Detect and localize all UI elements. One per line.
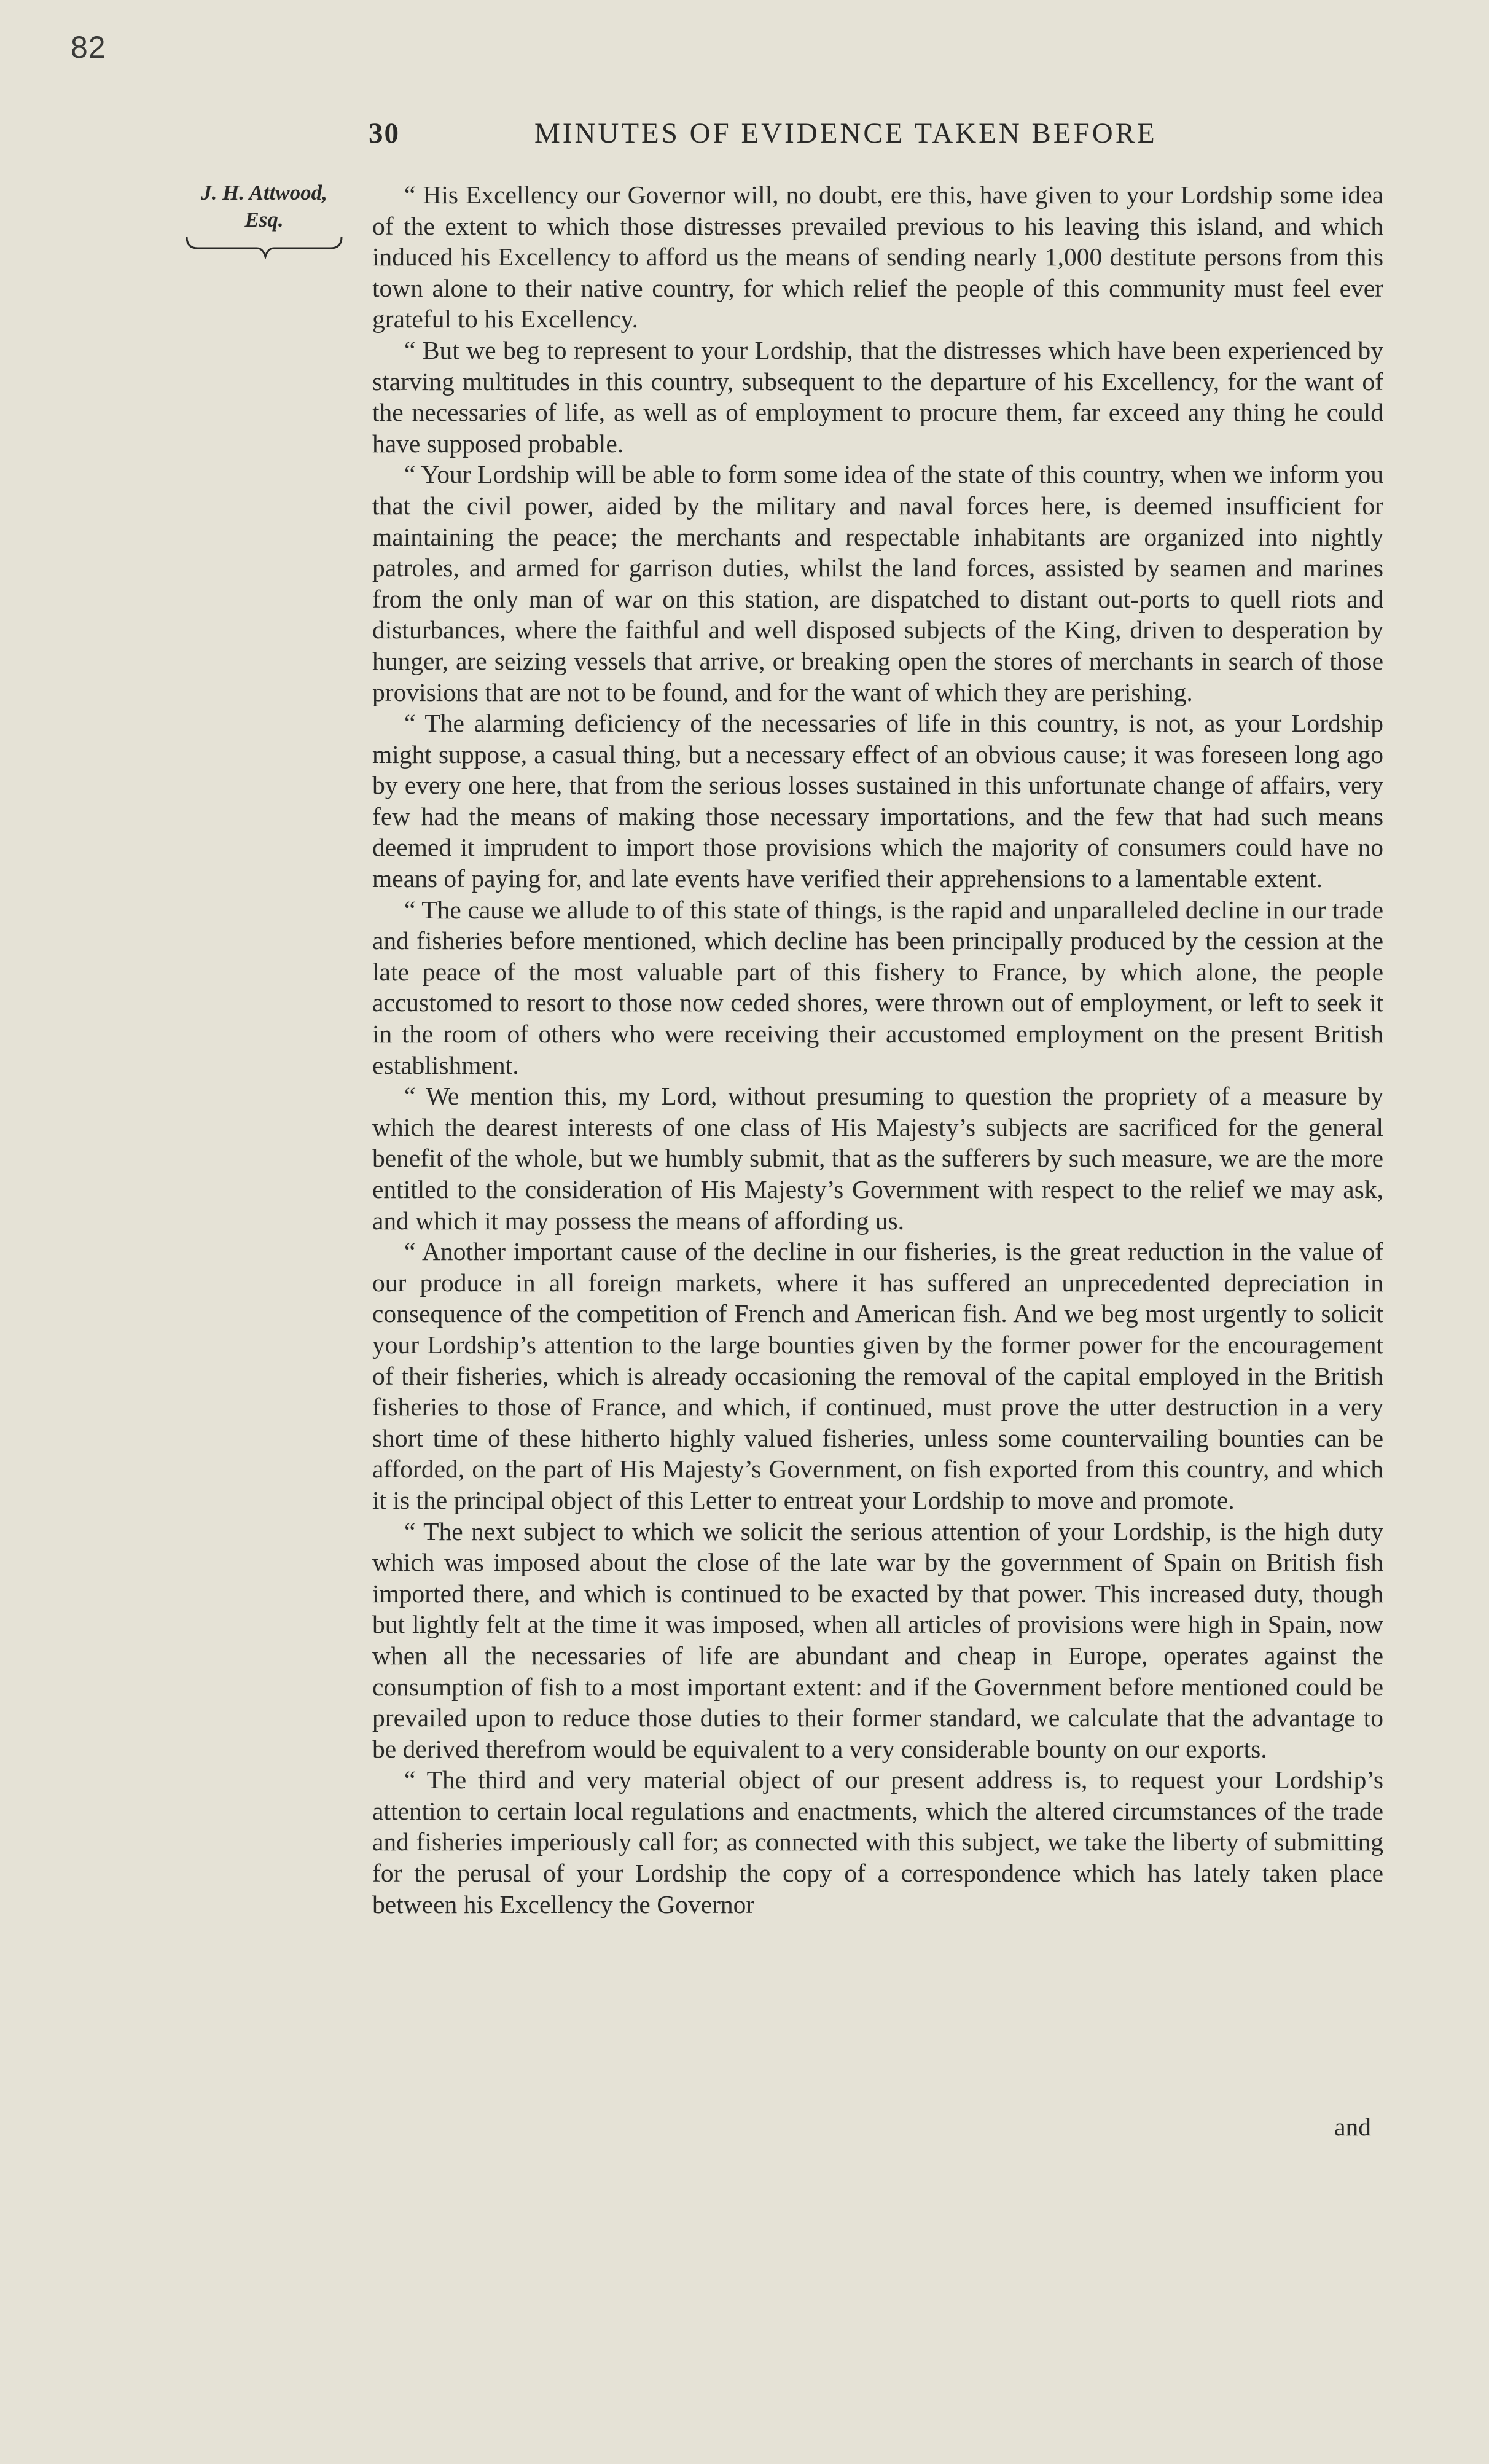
witness-name: J. H. Attwood, xyxy=(201,181,327,205)
header-title: MINUTES OF EVIDENCE TAKEN BEFORE xyxy=(534,117,1157,149)
catchword: and xyxy=(1334,2113,1371,2141)
brace-mark-icon xyxy=(184,235,344,259)
running-header xyxy=(369,117,1253,154)
witness-sidenote xyxy=(184,179,344,266)
letter-body xyxy=(372,179,1383,1920)
paragraph: “ We mention this, my Lord, without presuming to question the propriety of a measure by which the dearest interests of one class of His Majesty’s subjects are sacrificed for the general benefit of the whole, but we humbly submit, that as the sufferers by such measure, we are the more entitled to the consideration of His Majesty’s Government with respect to the relief we may ask, and which it may possess the means of affording us. xyxy=(372,1082,1383,1235)
witness-suffix: Esq. xyxy=(244,208,284,232)
paragraph: “ Your Lordship will be able to form some idea of the state of this country, when we inform you that the civil power, aided by the military and naval forces here, is deemed insufficient for maintaining the peace; the merchants and respectable inhabitants are organized into nightly patroles, and armed for garrison duties, whilst the land forces, assisted by seamen and marines from the only man of war on this station, are dispatched to distant out-ports to quell riots and disturbances, where the faithful and well disposed subjects of the King, driven to desperation by hunger, are seizing vessels that arrive, or breaking open the stores of merchants in search of those provisions that are not to be found, and for the want of which they are perishing. xyxy=(372,460,1383,706)
paragraph: “ The third and very material object of our present address is, to request your Lordship’s attention to certain local regulations and enactments, which the altered circumstances of the trade and fisheries imperiously call for; as connected with this subject, we take the liberty of submitting for the perusal of your Lordship the copy of a correspondence which has lately taken place between his Excellency the Governor xyxy=(372,1766,1383,1918)
paragraph: “ But we beg to represent to your Lordship, that the distresses which have been experienced by starving multitudes in this country, subsequent to the departure of his Excellency, for the want of the necessaries of life, as well as of employment to procure them, far exceed any thing he could have supposed probable. xyxy=(372,335,1383,458)
paragraph: “ The cause we allude to of this state of things, is the rapid and unparalleled decline in our trade and fisheries before mentioned, which decline has been principally produced by the cession at the late peace of the most valuable part of this fishery to France, by which alone, the people accustomed to resort to those now ceded shores, were thrown out of employment, or left to seek it in the room of others who were receiving their accustomed employment on the present British establishment. xyxy=(372,895,1383,1079)
paragraph: “ Another important cause of the decline in our fisheries, is the great reduction in the value of our produce in all foreign markets, where it has suffered an unprecedented depreciation in consequence of the competition of French and American fish. And we beg most urgently to solicit your Lordship’s attention to the large bounties given by the former power for the encouragement of their fisheries, which is already occasioning the removal of the capital employed in the British fisheries to those of France, and which, if continued, must prove the utter destruction in a very short time of these hitherto highly valued fisheries, unless some countervailing bounties can be afforded, on the part of His Majesty’s Government, on fish exported from this country, and which it is the principal object of this Letter to entreat your Lordship to move and promote. xyxy=(372,1237,1383,1514)
paragraph: “ The alarming deficiency of the necessaries of life in this country, is not, as your Lordship might suppose, a casual thing, but a necessary effect of an obvious cause; it was foreseen long ago by every one here, that from the serious losses sustained in this unfortunate change of affairs, very few had the means of making those necessary importations, and the few that had such means deemed it imprudent to import those provisions which the majority of consumers could have no means of paying for, and late events have verified their apprehensions to a lamentable extent. xyxy=(372,709,1383,893)
paragraph: “ The next subject to which we solicit the serious attention of your Lordship, is the high duty which was imposed about the close of the late war by the government of Spain on British fish imported there, and which is continued to be exacted by that power. This increased duty, though but lightly felt at the time it was imposed, when all articles of provisions were high in Spain, now when all the necessaries of life are abundant and cheap in Europe, operates against the consumption of fish to a most important extent: and if the Government before mentioned could be prevailed upon to reduce those duties to their former standard, we calculate that the advantage to be derived therefrom would be equivalent to a very considerable bounty on our exports. xyxy=(372,1517,1383,1763)
page-number: 30 xyxy=(369,117,400,149)
archive-page-number: 82 xyxy=(71,30,106,65)
paragraph: “ His Excellency our Governor will, no doubt, ere this, have given to your Lordship some idea of the extent to which those distresses prevailed previous to his leaving this island, and which induced his Excellency to afford us the means of sending nearly 1,000 destitute persons from this town alone to their native country, for which relief the people of this community must feel ever grateful to his Excellency. xyxy=(372,181,1383,334)
